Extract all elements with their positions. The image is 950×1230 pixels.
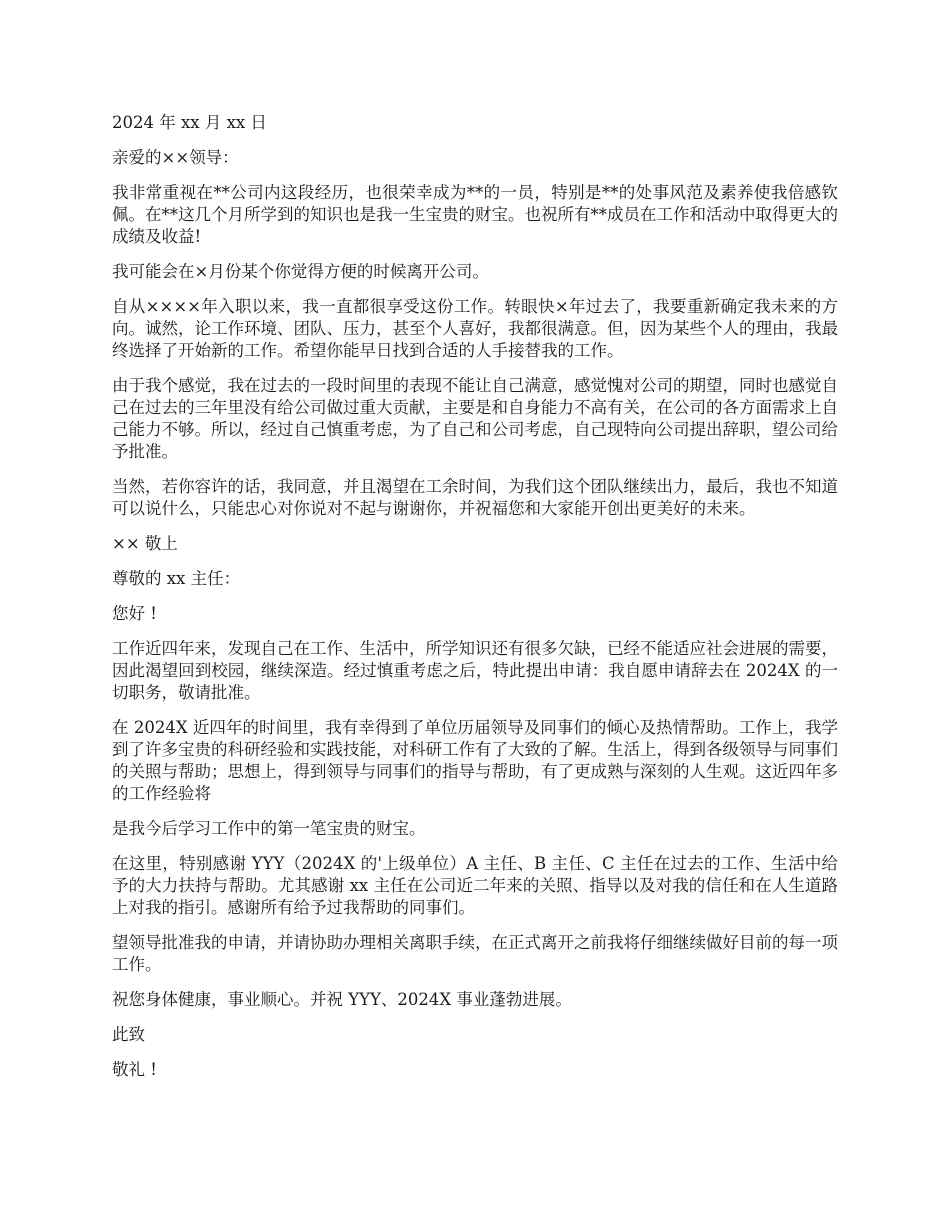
letter-paragraph: 我可能会在×月份某个你觉得方便的时候离开公司。	[112, 262, 489, 281]
letter-paragraph: 是我今后学习工作中的第一笔宝贵的财宝。	[112, 819, 426, 838]
letter-paragraph: 在这里，特别感谢 YYY（2024X 的'上级单位）A 主任、B 主任、C 主任在过去的工作、生活中给予的大力扶持与帮助。尤其感谢 xx 主任在公司近二年来的关照、指导以及对我的信任和在人生道路上对我的指引。感谢所有给予过我帮助的同事们。	[112, 854, 838, 917]
letter-salutation: 亲爱的××领导：	[112, 148, 239, 167]
letter-paragraph: 祝您身体健康，事业顺心。并祝 YYY、2024X 事业蓬勃进展。	[112, 990, 572, 1009]
letter-paragraph: 望领导批准我的申请，并请协助办理相关离职手续，在正式离开之前我将仔细继续做好目前的每一项工作。	[112, 933, 838, 974]
letter-paragraph: 工作近四年来，发现自己在工作、生活中，所学知识还有很多欠缺，已经不能适应社会进展的需要，因此渴望回到校园，继续深造。经过慎重考虑之后，特此提出申请：我自愿申请辞去在 2024X 的一切职务，敬请批准。	[112, 639, 838, 702]
closing-salute: 敬礼 !	[112, 1060, 157, 1079]
second-letter-salutation: 尊敬的 xx 主任：	[112, 569, 241, 588]
letter-paragraph: 我非常重视在**公司内这段经历，也很荣幸成为**的一员，特别是**的处事风范及素养使我倍感钦佩。在**这几个月所学到的知识也是我一生宝贵的财宝。也祝所有**成员在工作和活动中取得更大的成绩及收益!	[112, 183, 838, 246]
letter-paragraph: 自从××××年入职以来，我一直都很享受这份工作。转眼快×年过去了，我要重新确定我未来的方向。诚然，论工作环境、团队、压力，甚至个人喜好，我都很满意。但，因为某些个人的理由，我最终选择了开始新的工作。希望你能早日找到合适的人手接替我的工作。	[112, 297, 838, 360]
letter-signature: ×× 敬上	[112, 534, 178, 553]
greeting: 您好 !	[112, 604, 157, 623]
closing-phrase: 此致	[112, 1025, 145, 1044]
letter-paragraph: 在 2024X 近四年的时间里，我有幸得到了单位历届领导及同事们的倾心及热情帮助。工作上，我学到了许多宝贵的科研经验和实践技能，对科研工作有了大致的了解。生活上，得到各级领导与同事们的关照与帮助；思想上，得到领导与同事们的指导与帮助，有了更成熟与深刻的人生观。这近四年多的工作经验将	[112, 718, 838, 803]
letter-paragraph: 当然，若你容许的话，我同意，并且渴望在工余时间，为我们这个团队继续出力，最后，我也不知道可以说什么，只能忠心对你说对不起与谢谢你，并祝福您和大家能开创出更美好的未来。	[112, 477, 838, 518]
letter-paragraph: 由于我个感觉，我在过去的一段时间里的表现不能让自己满意，感觉愧对公司的期望，同时也感觉自己在过去的三年里没有给公司做过重大贡献，主要是和自身能力不高有关，在公司的各方面需求上自己能力不够。所以，经过自己慎重考虑，为了自己和公司考虑，自己现特向公司提出辞职，望公司给予批准。	[112, 376, 838, 461]
letter-date: 2024 年 xx 月 xx 日	[112, 113, 267, 132]
